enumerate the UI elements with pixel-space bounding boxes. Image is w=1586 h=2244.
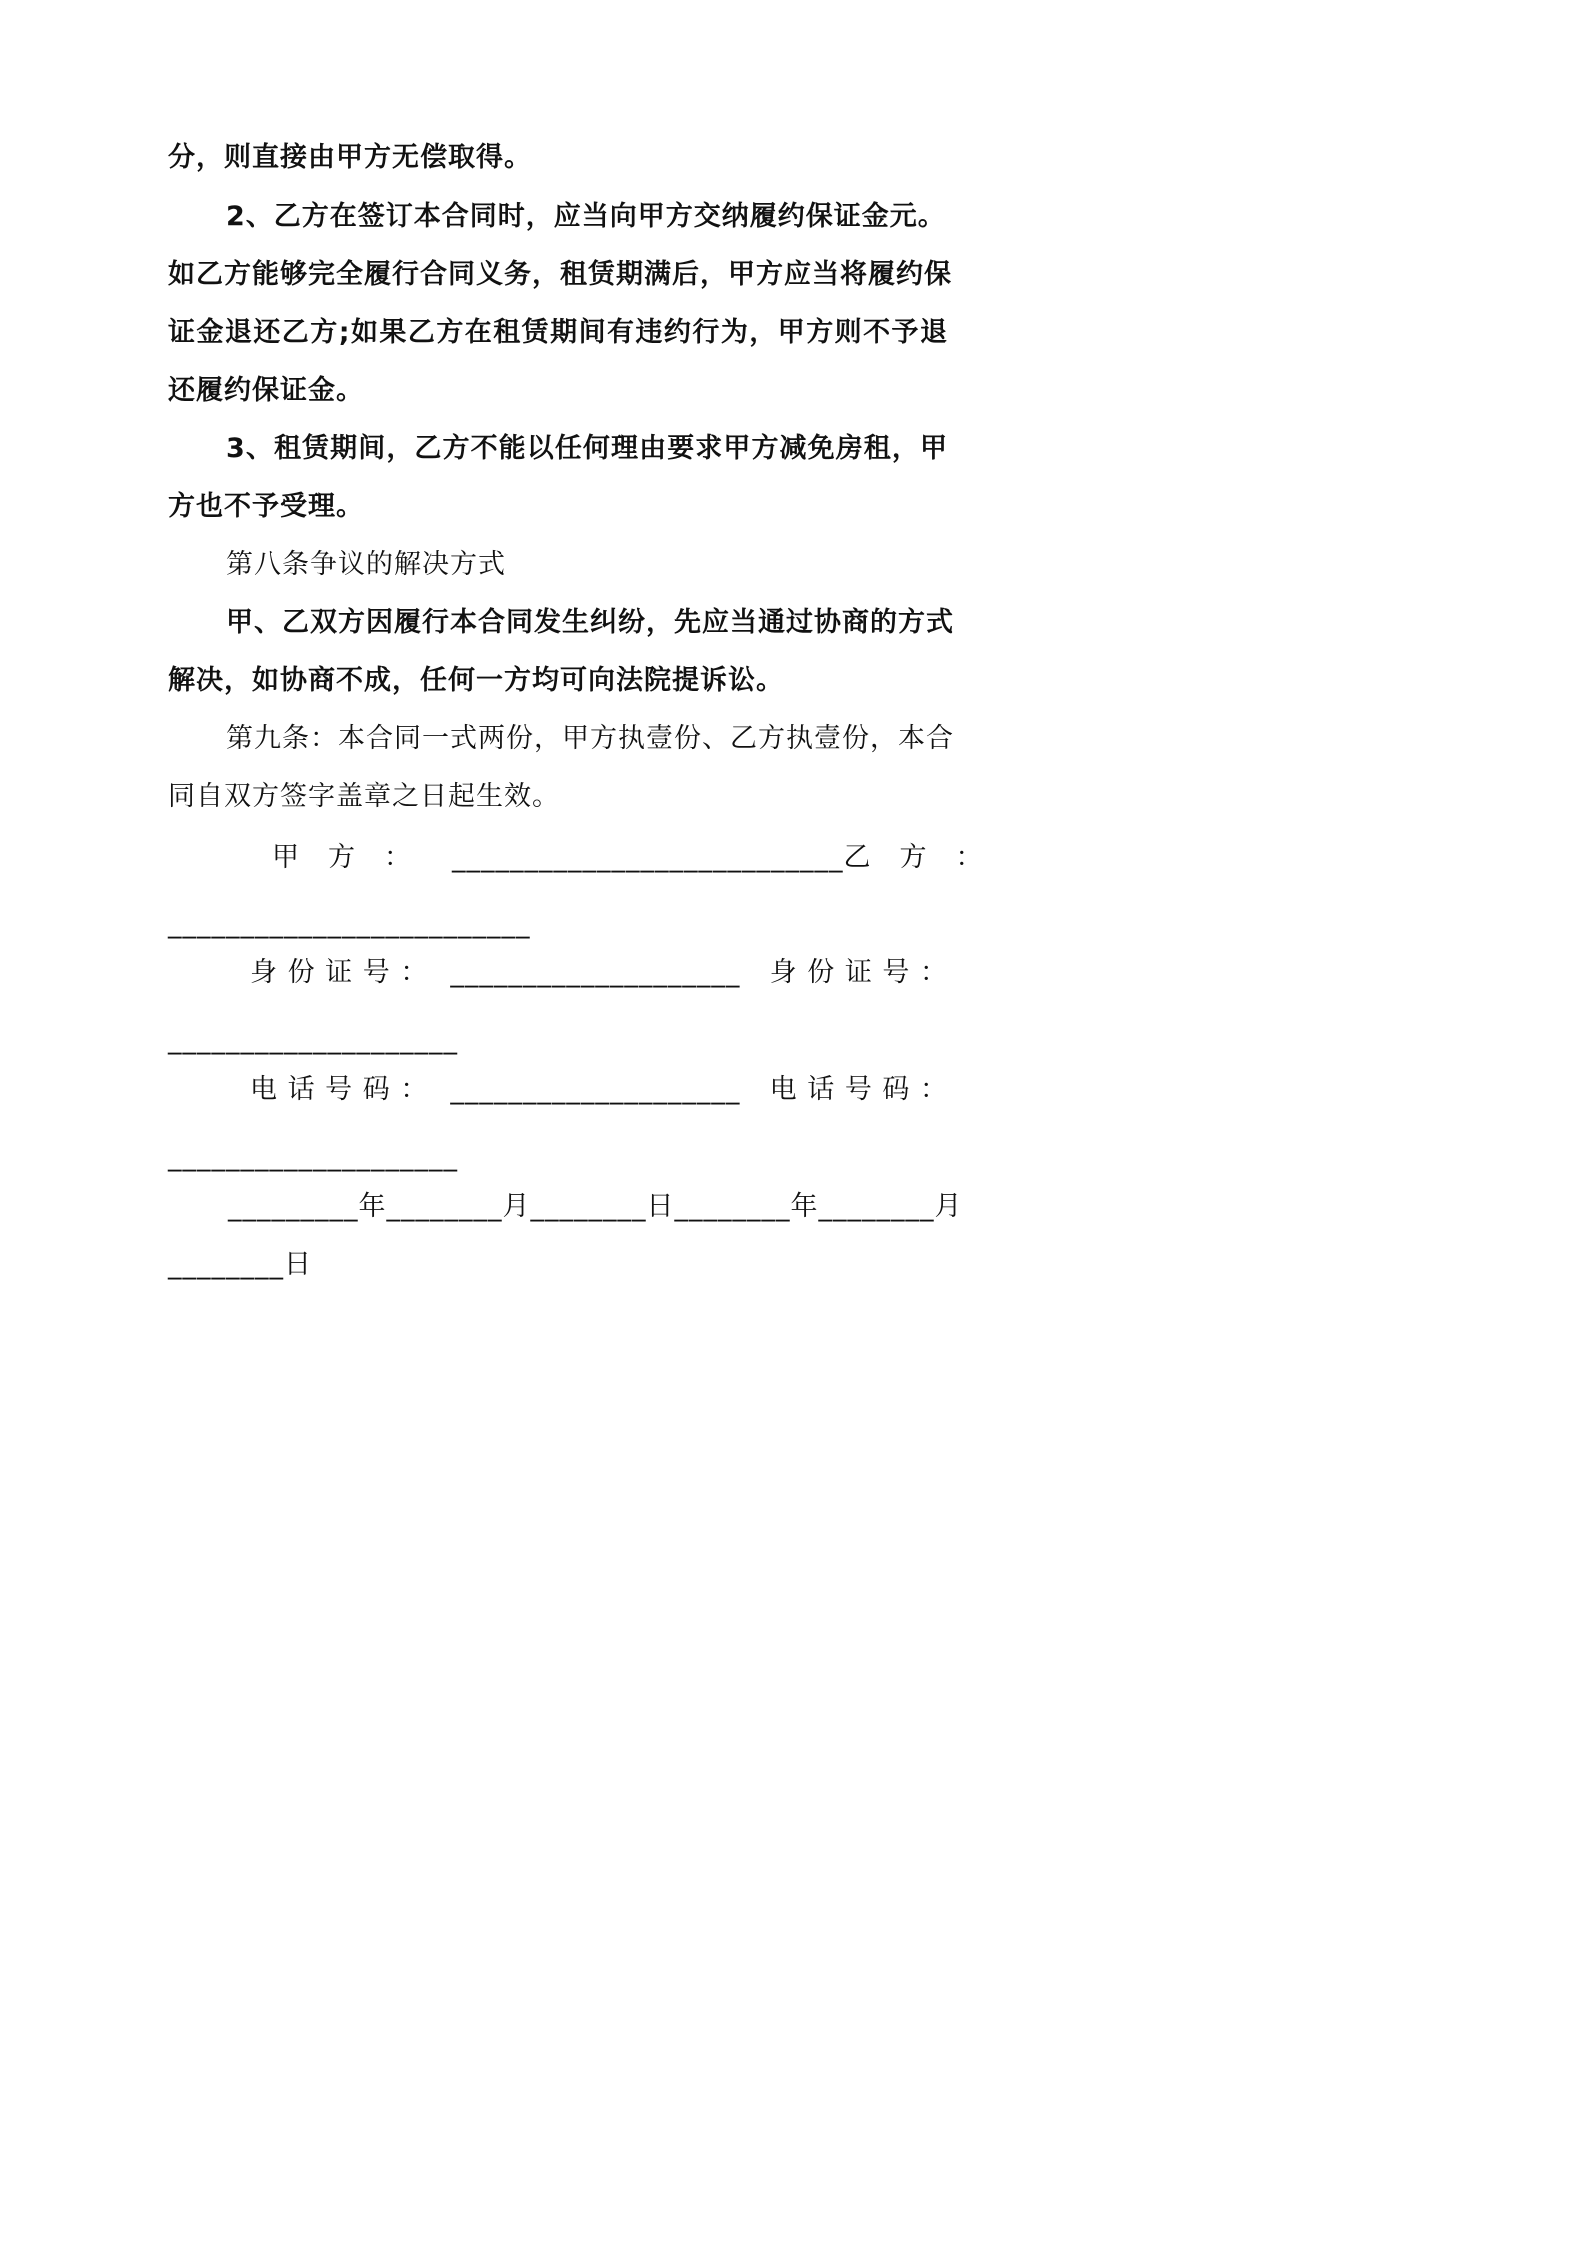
party-b-blank: _________________________ (168, 908, 531, 939)
id-b-blank: ____________________ (168, 1024, 458, 1055)
paragraph-line: 同自双方签字盖章之日起生效。 (168, 781, 560, 812)
paragraph-line: 方也不予受理。 (168, 491, 364, 522)
paragraph-line: 如乙方能够完全履行合同义务，租赁期满后，甲方应当将履约保 (168, 259, 952, 290)
party-b-label: 乙 方 ： (843, 842, 984, 873)
paragraph-line: 甲、乙双方因履行本合同发生纠纷，先应当通过协商的方式 (226, 607, 954, 638)
paragraph-line: 还履约保证金。 (168, 375, 364, 406)
signature-date-line: _________年________月________日________年________月 (228, 1191, 963, 1222)
signature-date-line-continued: ________日 (168, 1249, 312, 1280)
signature-phone-row (250, 1070, 948, 1110)
party-a-blank: ___________________________ (452, 842, 844, 873)
paragraph-line: 证金退还乙方;如果乙方在租赁期间有违约行为，甲方则不予退 (168, 317, 948, 348)
phone-b-blank: ____________________ (168, 1141, 458, 1172)
phone-a-blank: ____________________ (450, 1074, 741, 1105)
signature-party-row (272, 838, 984, 878)
paragraph-line: 分，则直接由甲方无偿取得。 (168, 142, 532, 173)
party-a-label: 甲 方 ： (272, 842, 412, 873)
section-heading: 第八条争议的解决方式 (226, 549, 506, 580)
phone-b-label: 电 话 号 码 ： (769, 1074, 948, 1105)
id-a-blank: ____________________ (450, 957, 741, 988)
id-b-label: 身 份 证 号 ： (769, 957, 948, 988)
paragraph-line: 解决，如协商不成，任何一方均可向法院提诉讼。 (168, 665, 784, 696)
paragraph-line: 第九条：本合同一式两份，甲方执壹份、乙方执壹份，本合 (226, 723, 954, 754)
paragraph-line: 3、租赁期间，乙方不能以任何理由要求甲方减免房租，甲 (226, 433, 948, 464)
signature-id-row (250, 953, 948, 993)
id-a-label: 身 份 证 号 ： (250, 957, 429, 988)
phone-a-label: 电 话 号 码 ： (250, 1074, 429, 1105)
paragraph-line: 2、乙方在签订本合同时，应当向甲方交纳履约保证金元。 (226, 201, 946, 232)
document-page (0, 0, 1100, 1556)
